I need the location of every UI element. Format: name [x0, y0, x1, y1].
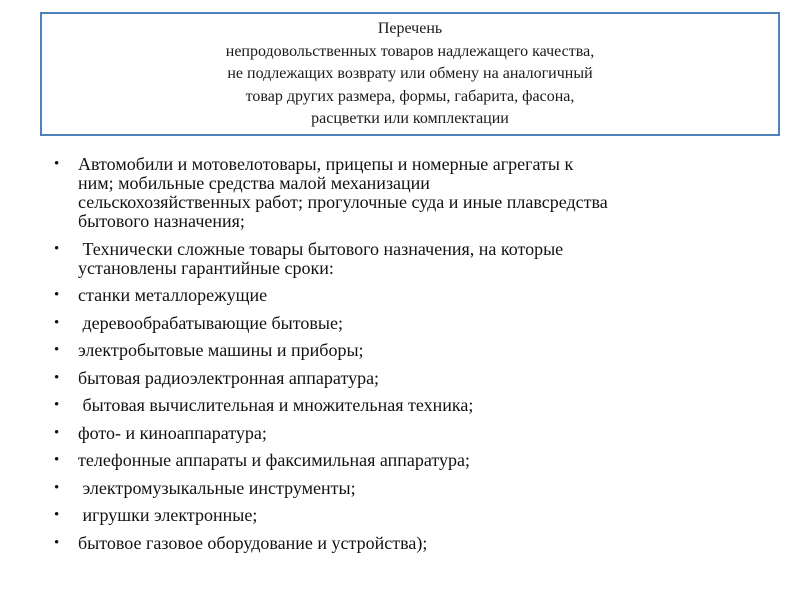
list-item	[48, 396, 788, 415]
list-item	[48, 314, 788, 333]
title-line: не подлежащих возврату или обмену на аналогичный	[227, 65, 593, 82]
bullet-dot-icon: •	[54, 397, 60, 413]
list-item	[48, 506, 788, 525]
bullet-dot-icon: •	[54, 287, 60, 303]
bullet-dot-icon: •	[54, 479, 60, 496]
list-item-text: деревообрабатывающие бытовые;	[78, 312, 343, 333]
list-item	[48, 240, 788, 278]
title-line: расцветки или комплектации	[311, 110, 509, 127]
bullet-dot-icon: •	[54, 342, 60, 358]
list-item-text: электромузыкальные инструменты;	[78, 477, 356, 498]
list-item-text: фото- и киноаппаратура;	[78, 422, 267, 443]
title-line: Перечень	[377, 20, 443, 37]
bullet-dot-icon: •	[54, 452, 60, 468]
slide-title	[42, 18, 778, 131]
list-item	[48, 534, 788, 553]
list-item	[48, 369, 788, 388]
bullet-dot-icon: •	[54, 534, 60, 551]
list-item-text: Автомобили и мотовелотовары, прицепы и номерные агрегаты к ним; мобильные средства малой механизации сельскохозяйственных работ; прогулочные суда и иные плавсредства бытового назначения;	[78, 154, 608, 231]
title-line: непродовольственных товаров надлежащего качества,	[225, 42, 595, 60]
list-item-text: станки металлорежущие	[78, 285, 268, 305]
list-item-text: Технически сложные товары бытового назначения, на которые установлены гарантийные сроки:	[78, 238, 564, 278]
bullet-dot-icon: •	[54, 369, 60, 386]
bullet-dot-icon: •	[54, 424, 60, 441]
list-item-text: бытовое газовое оборудование и устройства);	[78, 532, 428, 553]
list-item	[48, 424, 788, 443]
bullet-list	[48, 155, 788, 561]
bullet-dot-icon: •	[54, 156, 60, 172]
list-item-text: бытовая радиоэлектронная аппаратура;	[78, 367, 380, 388]
bullet-dot-icon: •	[54, 507, 60, 523]
list-item-text: телефонные аппараты и факсимильная аппаратура;	[78, 450, 471, 470]
list-item-text: игрушки электронные;	[78, 505, 258, 525]
list-item	[48, 451, 788, 470]
list-item	[48, 479, 788, 498]
bullet-dot-icon: •	[54, 314, 60, 331]
list-item-text: бытовая вычислительная и множительная техника;	[78, 395, 474, 415]
list-item	[48, 341, 788, 360]
list-item	[48, 155, 788, 231]
title-line: товар других размера, формы, габарита, фасона,	[245, 87, 575, 105]
bullet-dot-icon: •	[54, 240, 60, 257]
list-item	[48, 286, 788, 305]
list-item-text: электробытовые машины и приборы;	[78, 340, 364, 360]
title-box	[40, 12, 780, 136]
